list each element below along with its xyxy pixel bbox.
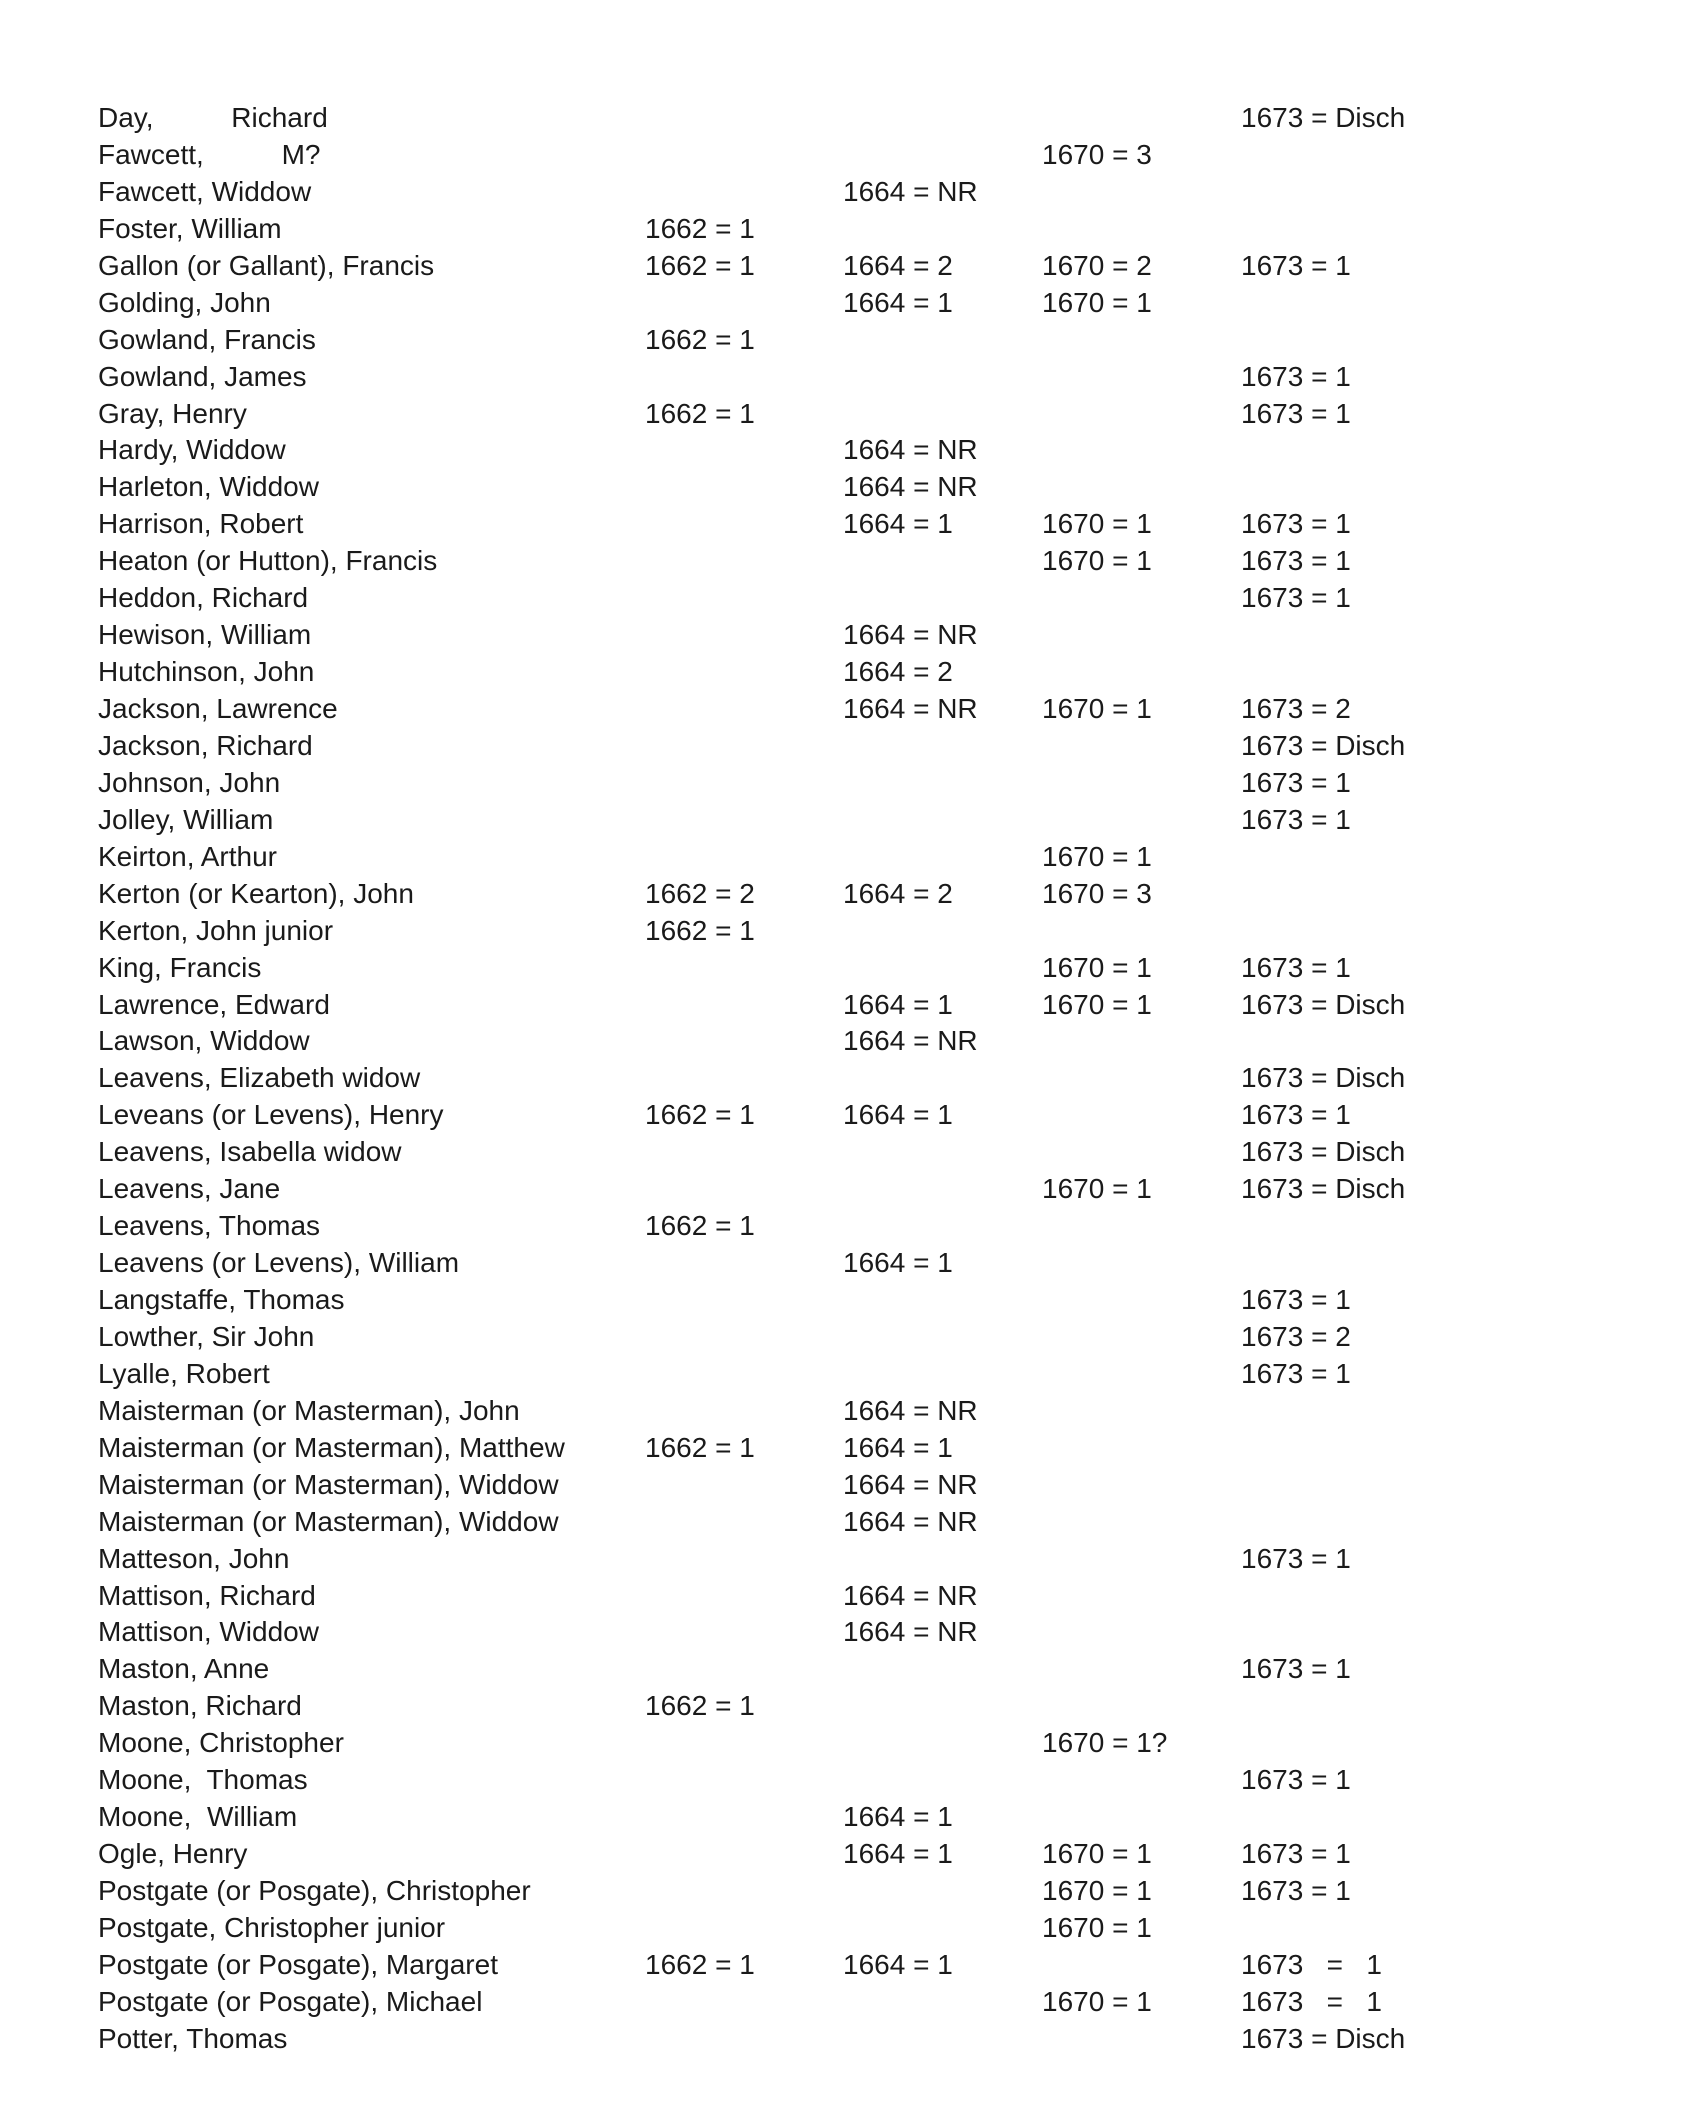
entry-1670: 1670 = 1	[1042, 1875, 1152, 1906]
record-row	[98, 1725, 1618, 1762]
entry-1670: 1670 = 1	[1042, 840, 1152, 872]
entry-1673: 1673 = Disch	[1241, 729, 1406, 761]
entry-1670: 1670 = 1	[1042, 951, 1152, 983]
person-name: Gallon (or Gallant), Francis	[98, 249, 435, 281]
entry-1662: 1662 = 1	[645, 1210, 755, 1242]
person-name: Harleton, Widdow	[98, 471, 319, 503]
record-row	[98, 1430, 1618, 1467]
record-row	[98, 987, 1618, 1024]
entry-1673: 1673 = 1	[1241, 1985, 1382, 2017]
entry-1673: 1673 = 1	[1241, 1838, 1351, 1870]
entry-1662: 1662 = 1	[645, 249, 755, 281]
person-name: Leavens, Thomas	[98, 1210, 321, 1242]
entry-1673: 1673 = 1	[1241, 397, 1351, 429]
record-row	[98, 1799, 1618, 1836]
entry-1670: 1670 = 3	[1042, 138, 1152, 170]
entry-1664: 1664 = NR	[843, 471, 978, 503]
record-row	[98, 1393, 1618, 1430]
person-name: Heddon, Richard	[98, 582, 309, 614]
person-name: Fawcett, Widdow	[98, 175, 312, 207]
person-name: Lyalle, Robert	[98, 1357, 270, 1389]
entry-1670: 1670 = 3	[1042, 877, 1152, 909]
person-name: Jackson, Richard	[98, 729, 313, 761]
person-name: Keirton, Arthur	[98, 840, 277, 872]
person-name: Maston, Anne	[98, 1653, 270, 1685]
entry-1664: 1664 = 2	[843, 656, 953, 688]
entry-1664: 1664 = NR	[843, 619, 978, 651]
record-row	[98, 1614, 1618, 1651]
entry-1664: 1664 = 1	[843, 1247, 953, 1279]
entry-1673: 1673 = 1	[1241, 360, 1351, 392]
entry-1673: 1673 = 1	[1241, 545, 1351, 577]
person-name: Lawrence, Edward	[98, 988, 330, 1020]
record-row	[98, 1319, 1618, 1356]
person-name: Mattison, Richard	[98, 1579, 316, 1611]
record-row	[98, 1467, 1618, 1504]
entry-1670: 1670 = 1	[1042, 1173, 1152, 1205]
entry-1662: 1662 = 1	[645, 397, 755, 429]
person-name: Gowland, James	[98, 360, 307, 392]
entry-1673: 1673 = 1	[1241, 508, 1351, 540]
entry-1670: 1670 = 1	[1042, 545, 1152, 577]
entry-1673: 1673 = Disch	[1241, 1173, 1406, 1205]
person-name: King, Francis	[98, 951, 262, 983]
record-row	[98, 876, 1618, 913]
person-name: Jackson, Lawrence	[98, 693, 338, 724]
record-row	[98, 1171, 1618, 1208]
entry-1670: 1670 = 1	[1042, 1838, 1152, 1870]
person-name: Fawcett, M?	[98, 138, 321, 170]
person-name: Postgate (or Posgate), Margaret	[98, 1948, 498, 1980]
entry-1664: 1664 = NR	[843, 693, 978, 724]
person-name: Gowland, Francis	[98, 323, 316, 355]
entry-1673: 1673 = 2	[1241, 1320, 1351, 1352]
entry-1664: 1664 = 1	[843, 1099, 953, 1131]
person-name: Leveans (or Levens), Henry	[98, 1099, 444, 1131]
person-name: Langstaffe, Thomas	[98, 1284, 345, 1315]
entry-1664: 1664 = NR	[843, 175, 978, 207]
person-name: Matteson, John	[98, 1542, 290, 1574]
person-name: Maston, Richard	[98, 1690, 302, 1722]
person-name: Hewison, William	[98, 619, 312, 651]
entry-1664: 1664 = 2	[843, 249, 953, 281]
person-name: Lawson, Widdow	[98, 1025, 310, 1057]
person-name: Johnson, John	[98, 766, 281, 798]
entry-1664: 1664 = 1	[843, 1431, 953, 1463]
entry-1662: 1662 = 1	[645, 914, 755, 946]
entry-1673: 1673 = 1	[1241, 1284, 1351, 1315]
person-name: Potter, Thomas	[98, 2022, 288, 2054]
record-row	[98, 1873, 1618, 1910]
entry-1670: 1670 = 1?	[1042, 1727, 1168, 1759]
person-name: Leavens (or Levens), William	[98, 1247, 460, 1279]
entry-1662: 1662 = 1	[645, 1431, 755, 1463]
entry-1673: 1673 = 1	[1241, 1764, 1351, 1796]
entry-1664: 1664 = 1	[843, 508, 953, 540]
entry-1673: 1673 = Disch	[1241, 1136, 1406, 1168]
entry-1664: 1664 = NR	[843, 1505, 978, 1537]
entry-1673: 1673 = Disch	[1241, 988, 1406, 1020]
record-row	[98, 506, 1618, 543]
person-name: Maisterman (or Masterman), Matthew	[98, 1431, 565, 1463]
entry-1670: 1670 = 1	[1042, 1985, 1152, 2017]
entry-1673: 1673 = 1	[1241, 1875, 1351, 1906]
entry-1673: 1673 = Disch	[1241, 102, 1406, 133]
person-name: Jolley, William	[98, 803, 274, 835]
entry-1662: 1662 = 1	[645, 212, 755, 244]
entry-1664: 1664 = 1	[843, 286, 953, 318]
record-row	[98, 1097, 1618, 1134]
person-name: Postgate (or Posgate), Christopher	[98, 1875, 531, 1906]
record-row	[98, 950, 1618, 987]
person-name: Kerton (or Kearton), John	[98, 877, 414, 909]
person-name: Leavens, Elizabeth widow	[98, 1062, 421, 1094]
record-row	[98, 1541, 1618, 1578]
person-name: Moone, William	[98, 1801, 298, 1833]
person-name: Harrison, Robert	[98, 508, 304, 540]
record-row	[98, 396, 1618, 433]
record-row	[98, 100, 1618, 137]
entry-1662: 1662 = 1	[645, 1099, 755, 1131]
entry-1673: 1673 = 1	[1241, 582, 1351, 614]
person-name: Postgate (or Posgate), Michael	[98, 1985, 483, 2017]
entry-1670: 1670 = 1	[1042, 286, 1152, 318]
entry-1662: 1662 = 2	[645, 877, 755, 909]
entry-1673: 1673 = 2	[1241, 693, 1351, 724]
person-name: Leavens, Isabella widow	[98, 1136, 402, 1168]
record-row	[98, 1578, 1618, 1615]
record-row	[98, 691, 1618, 728]
record-row	[98, 1984, 1618, 2021]
person-name: Ogle, Henry	[98, 1838, 248, 1870]
person-name: Golding, John	[98, 286, 271, 318]
entry-1673: 1673 = 1	[1241, 1948, 1382, 1980]
entry-1664: 1664 = 1	[843, 1801, 953, 1833]
record-row	[98, 1282, 1618, 1319]
record-row	[98, 1651, 1618, 1688]
entry-1670: 1670 = 1	[1042, 508, 1152, 540]
person-name: Heaton (or Hutton), Francis	[98, 545, 438, 577]
entry-1673: 1673 = 1	[1241, 766, 1351, 798]
record-row	[98, 285, 1618, 322]
person-name: Kerton, John junior	[98, 914, 334, 946]
record-row	[98, 728, 1618, 765]
record-row	[98, 1504, 1618, 1541]
person-name: Hutchinson, John	[98, 656, 315, 688]
record-row	[98, 137, 1618, 174]
record-row	[98, 1688, 1618, 1725]
person-name: Foster, William	[98, 212, 282, 244]
person-name: Moone, Thomas	[98, 1764, 308, 1796]
entry-1662: 1662 = 1	[645, 1948, 755, 1980]
record-row	[98, 839, 1618, 876]
record-row	[98, 1245, 1618, 1282]
person-name: Day, Richard	[98, 102, 328, 133]
entry-1664: 1664 = NR	[843, 1394, 978, 1426]
entry-1664: 1664 = NR	[843, 434, 978, 466]
person-name: Postgate, Christopher junior	[98, 1911, 446, 1943]
entry-1673: 1673 = 1	[1241, 249, 1351, 281]
person-name: Moone, Christopher	[98, 1727, 344, 1759]
record-row	[98, 1060, 1618, 1097]
entry-1664: 1664 = NR	[843, 1468, 978, 1500]
record-row	[98, 322, 1618, 359]
record-row	[98, 1836, 1618, 1873]
record-row	[98, 248, 1618, 285]
person-name: Leavens, Jane	[98, 1173, 281, 1205]
entry-1670: 1670 = 1	[1042, 693, 1152, 724]
person-name: Maisterman (or Masterman), Widdow	[98, 1468, 559, 1500]
hearth-tax-record-list	[98, 100, 1618, 2058]
entry-1670: 1670 = 1	[1042, 988, 1152, 1020]
entry-1664: 1664 = NR	[843, 1025, 978, 1057]
record-row	[98, 1947, 1618, 1984]
entry-1664: 1664 = NR	[843, 1616, 978, 1648]
record-row	[98, 802, 1618, 839]
record-row	[98, 617, 1618, 654]
entry-1662: 1662 = 1	[645, 323, 755, 355]
record-row	[98, 359, 1618, 396]
entry-1673: 1673 = 1	[1241, 803, 1351, 835]
record-row	[98, 765, 1618, 802]
entry-1673: 1673 = 1	[1241, 951, 1351, 983]
record-row	[98, 2021, 1618, 2058]
person-name: Maisterman (or Masterman), Widdow	[98, 1505, 559, 1537]
person-name: Mattison, Widdow	[98, 1616, 319, 1648]
person-name: Gray, Henry	[98, 397, 247, 429]
record-row	[98, 654, 1618, 691]
entry-1670: 1670 = 1	[1042, 1911, 1152, 1943]
record-row	[98, 913, 1618, 950]
record-row	[98, 1023, 1618, 1060]
person-name: Maisterman (or Masterman), John	[98, 1394, 520, 1426]
record-row	[98, 469, 1618, 506]
person-name: Hardy, Widdow	[98, 434, 286, 466]
record-row	[98, 211, 1618, 248]
record-row	[98, 1208, 1618, 1245]
entry-1673: 1673 = Disch	[1241, 2022, 1406, 2054]
entry-1664: 1664 = 1	[843, 988, 953, 1020]
record-row	[98, 1762, 1618, 1799]
record-row	[98, 174, 1618, 211]
entry-1673: 1673 = 1	[1241, 1099, 1351, 1131]
entry-1670: 1670 = 2	[1042, 249, 1152, 281]
entry-1664: 1664 = 1	[843, 1838, 953, 1870]
record-row	[98, 1134, 1618, 1171]
record-row	[98, 580, 1618, 617]
entry-1673: 1673 = 1	[1241, 1357, 1351, 1389]
entry-1664: 1664 = 2	[843, 877, 953, 909]
entry-1664: 1664 = NR	[843, 1579, 978, 1611]
entry-1664: 1664 = 1	[843, 1948, 953, 1980]
entry-1662: 1662 = 1	[645, 1690, 755, 1722]
entry-1673: 1673 = Disch	[1241, 1062, 1406, 1094]
record-row	[98, 1910, 1618, 1947]
entry-1673: 1673 = 1	[1241, 1542, 1351, 1574]
person-name: Lowther, Sir John	[98, 1320, 315, 1352]
entry-1673: 1673 = 1	[1241, 1653, 1351, 1685]
record-row	[98, 1356, 1618, 1393]
record-row	[98, 543, 1618, 580]
record-row	[98, 432, 1618, 469]
